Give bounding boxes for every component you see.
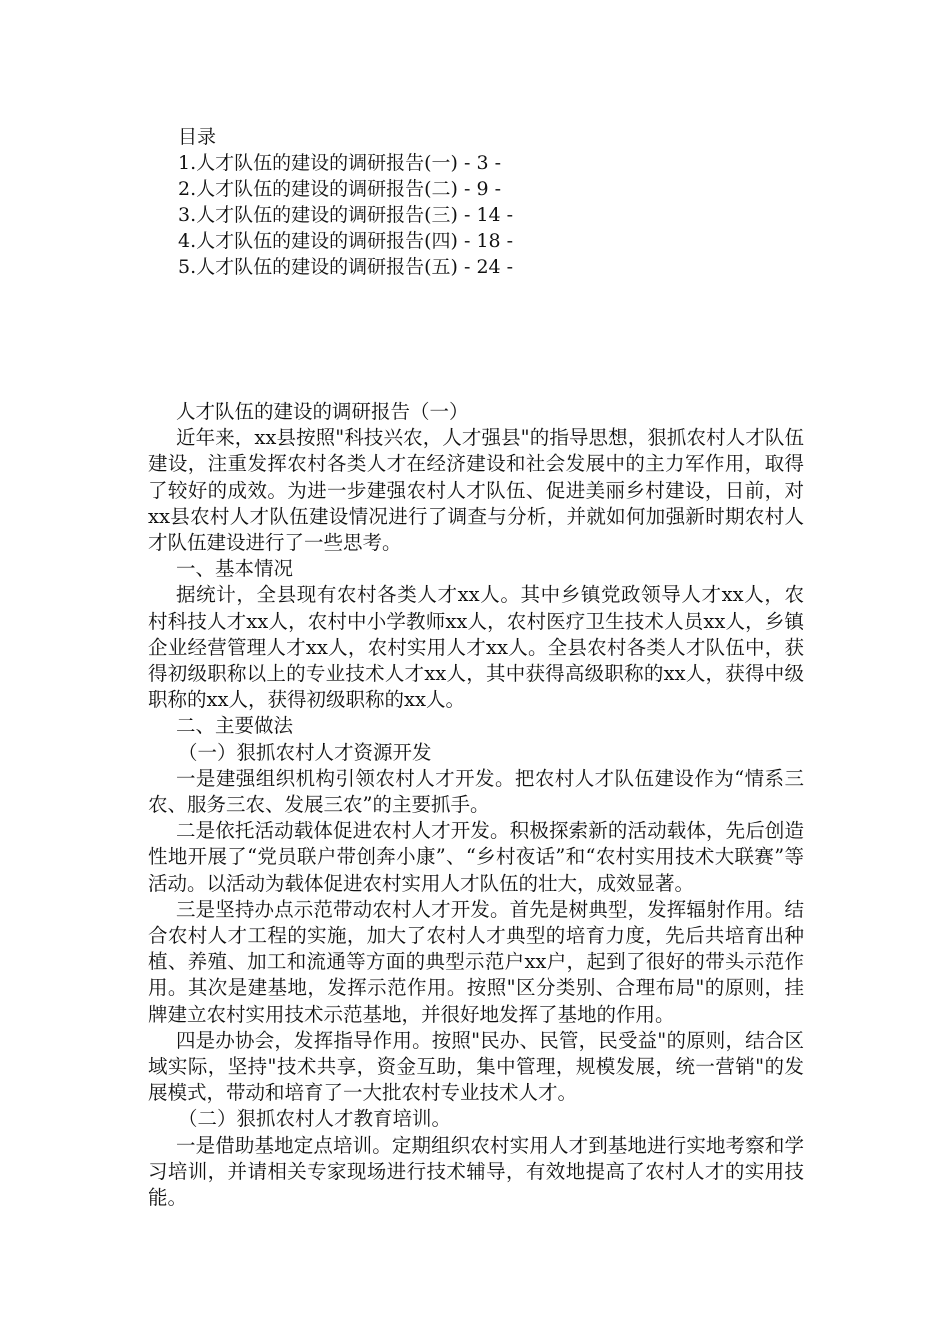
article-title: 人才队伍的建设的调研报告（一） <box>176 400 469 423</box>
subsection-1-paragraph-2: 二是依托活动载体促进农村人才开发。积极探索新的活动载体，先后创造性地开展了“党员联户带创奔小康”、“乡村夜话”和“农村实用技术大联赛”等活动。以活动为载体促进农村实用人才队伍的壮大，成效显著。 <box>148 819 804 895</box>
subsection-2-paragraph-1: 一是借助基地定点培训。定期组织农村实用人才到基地进行实地考察和学习培训，并请相关专家现场进行技术辅导，有效地提高了农村人才的实用技能。 <box>148 1133 804 1210</box>
toc-item-3[interactable]: 3.人才队伍的建设的调研报告(三) - 14 - <box>178 204 514 226</box>
toc-title: 目录 <box>178 126 217 148</box>
section-1-heading: 一、基本情况 <box>176 557 294 581</box>
subsection-1-paragraph-4: 四是办协会，发挥指导作用。按照"民办、民管，民受益"的原则，结合区域实际，坚持"技术共享，资金互助，集中管理，规模发展，统一营销"的发展模式，带动和培育了一大批农村专业技术人才。 <box>148 1028 804 1105</box>
intro-paragraph: 近年来，xx县按照"科技兴农，人才强县"的指导思想，狠抓农村人才队伍建设，注重发挥农村各类人才在经济建设和社会发展中的主力军作用，取得了较好的成效。为进一步建强农村人才队伍、促进美丽乡村建设，日前，对xx县农村人才队伍建设情况进行了调查与分析，并就如何加强新时期农村人才队伍建设进行了一些思考。 <box>148 426 804 555</box>
subsection-1-heading: （一）狠抓农村人才资源开发 <box>178 740 432 764</box>
toc-item-4[interactable]: 4.人才队伍的建设的调研报告(四) - 18 - <box>178 230 514 252</box>
subsection-2-heading: （二）狠抓农村人才教育培训。 <box>178 1107 452 1131</box>
subsection-1-paragraph-1: 一是建强组织机构引领农村人才开发。把农村人才队伍建设作为“情系三农、服务三农、发展三农”的主要抓手。 <box>148 766 804 817</box>
toc-item-5[interactable]: 5.人才队伍的建设的调研报告(五) - 24 - <box>178 256 514 278</box>
section-2-heading: 二、主要做法 <box>176 714 294 738</box>
toc-item-2[interactable]: 2.人才队伍的建设的调研报告(二) - 9 - <box>178 178 502 200</box>
toc-item-1[interactable]: 1.人才队伍的建设的调研报告(一) - 3 - <box>178 152 502 174</box>
subsection-1-paragraph-3: 三是坚持办点示范带动农村人才开发。首先是树典型，发挥辐射作用。结合农村人才工程的实施，加大了农村人才典型的培育力度，先后共培育出种植、养殖、加工和流通等方面的典型示范户xx户，起到了很好的带头示范作用。其次是建基地，发挥示范作用。按照"区分类别、合理布局"的原则，挂牌建立农村实用技术示范基地，并很好地发挥了基地的作用。 <box>148 897 804 1026</box>
section-1-paragraph: 据统计，全县现有农村各类人才xx人。其中乡镇党政领导人才xx人，农村科技人才xx人，农村中小学教师xx人，农村医疗卫生技术人员xx人，乡镇企业经营管理人才xx人，农村实用人才xx人。全县农村各类人才队伍中，获得初级职称以上的专业技术人才xx人，其中获得高级职称的xx人，获得中级职称的xx人，获得初级职称的xx人。 <box>148 583 804 712</box>
article-body <box>148 399 804 1211</box>
table-of-contents <box>178 124 778 280</box>
